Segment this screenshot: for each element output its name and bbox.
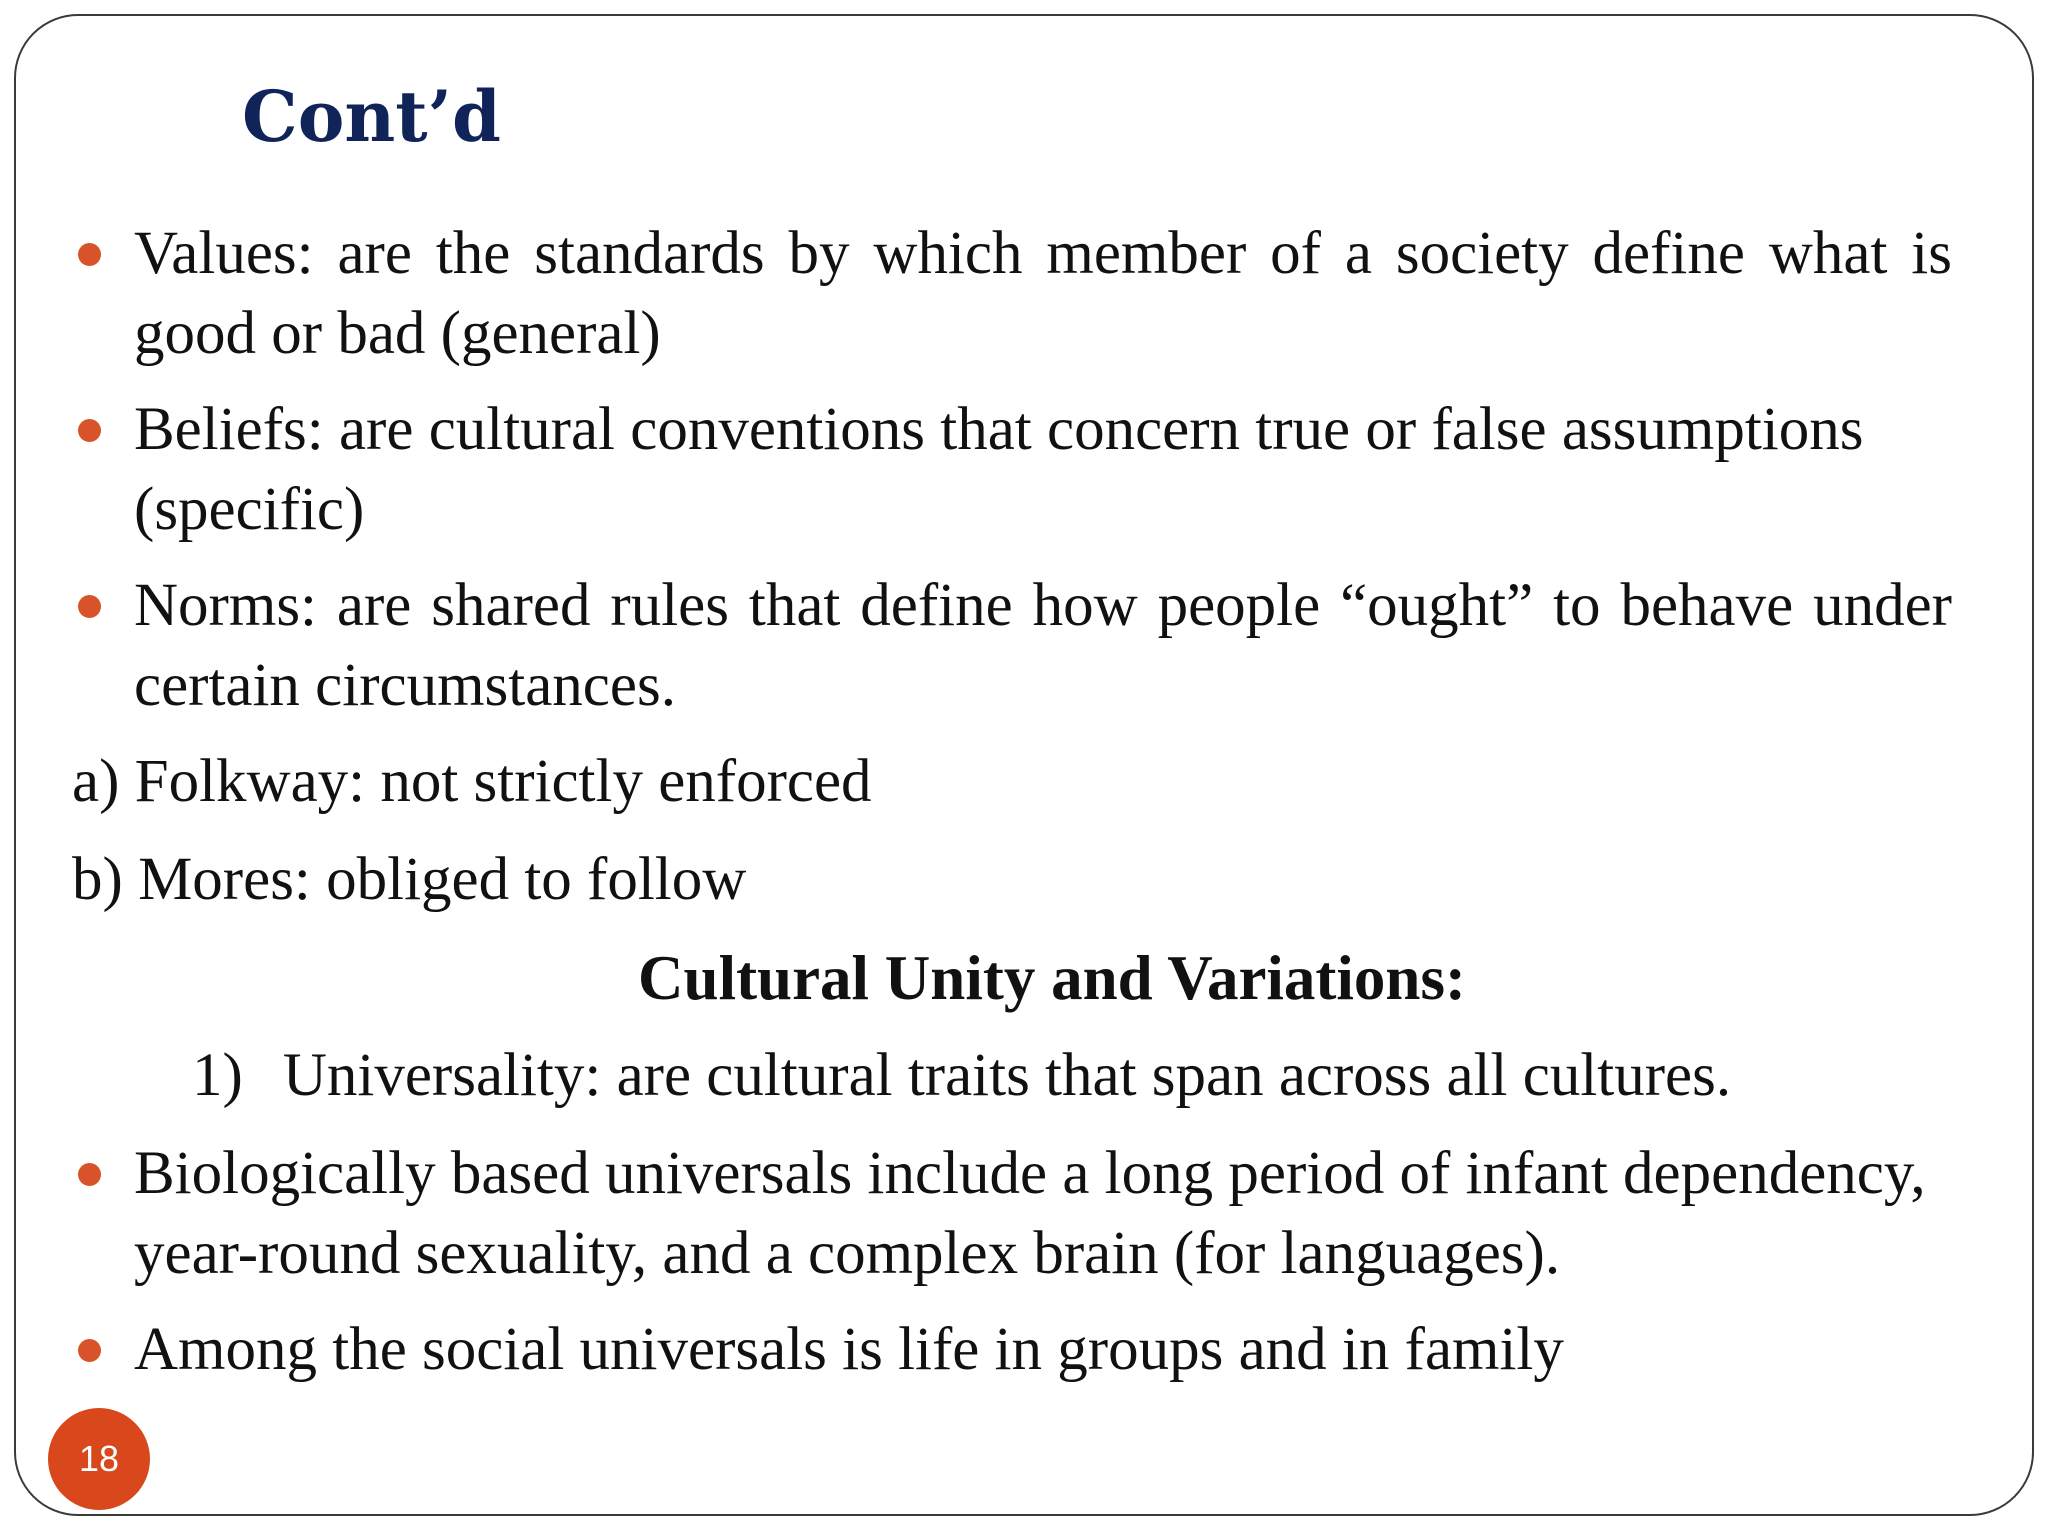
page-number-badge: 18 (48, 1408, 150, 1510)
slide-frame (14, 14, 2034, 1516)
bullet-beliefs (72, 390, 1952, 550)
item-number: 1) (192, 1042, 243, 1109)
sub-item-mores: b) Mores: obliged to follow (72, 846, 747, 913)
bullet-text: Among the social universals is life in groups and in family (134, 1316, 1564, 1383)
bullet-norms (72, 566, 1952, 726)
section-heading: Cultural Unity and Variations: (638, 943, 1466, 1013)
bullet-dot-icon (78, 1163, 101, 1186)
bullet-biological-universals (72, 1134, 1952, 1294)
numbered-text: Universality: are cultural traits that span across all cultures. (282, 1042, 1732, 1109)
bullet-text: Biologically based universals include a long period of infant dependency, year-round sexuality, and a complex brain (for languages). (134, 1140, 1926, 1287)
bullet-dot-icon (78, 1339, 101, 1362)
bullet-text: Norms: are shared rules that define how people “ought” to behave under certain circumstances. (134, 572, 1952, 719)
sub-item-folkway: a) Folkway: not strictly enforced (72, 748, 872, 815)
bullet-text: Values: are the standards by which member of a society define what is good or bad (general) (134, 220, 1952, 367)
bullet-values (72, 214, 1952, 374)
slide-title: Cont’d (242, 75, 501, 158)
slide-content (72, 214, 1952, 1406)
numbered-item-universality (72, 1036, 1952, 1116)
bullet-dot-icon (78, 243, 101, 266)
bullet-text: Beliefs: are cultural conventions that concern true or false assumptions (specific) (134, 396, 1864, 543)
bullet-social-universals (72, 1310, 1952, 1390)
bullet-dot-icon (78, 419, 101, 442)
bullet-dot-icon (78, 595, 101, 618)
